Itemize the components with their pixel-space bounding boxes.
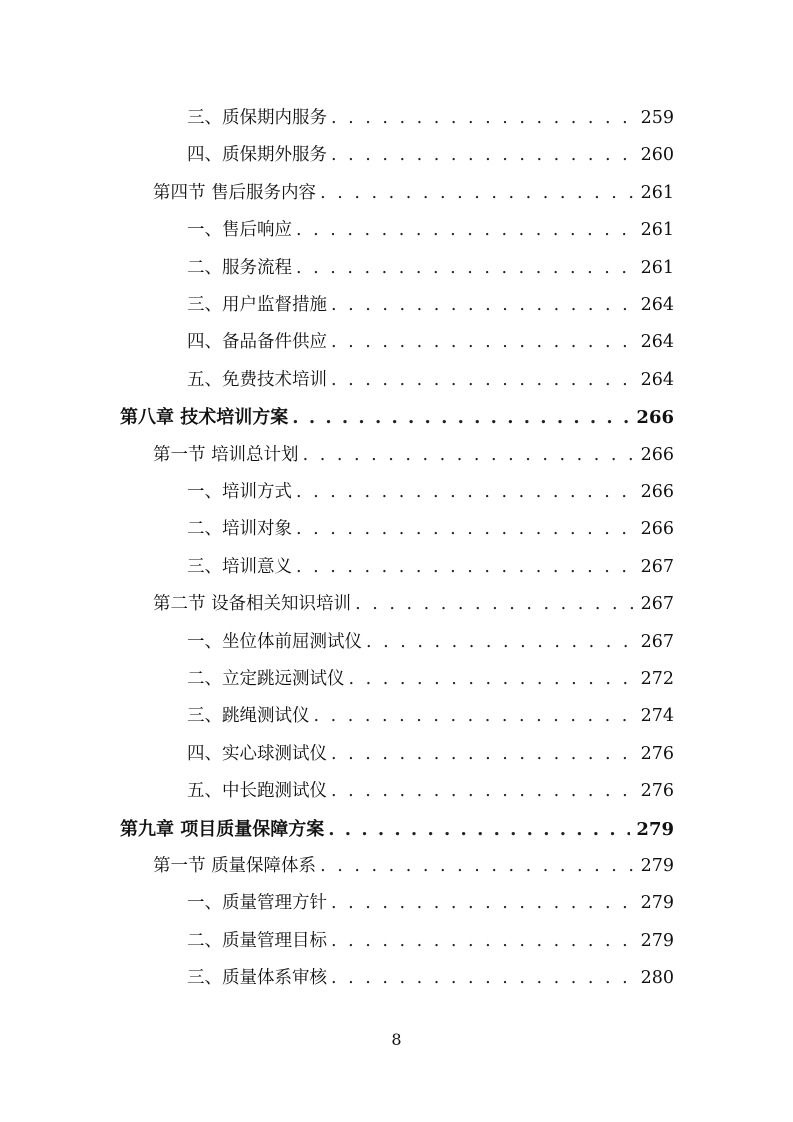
toc-page-number: 279 [640,856,674,876]
toc-entry-label: 三、用户监督措施 [187,295,327,315]
toc-leader-dots [331,773,635,810]
toc-entry-label: 三、质量体系审核 [187,968,327,989]
toc-leader-dots [331,324,635,361]
toc-entry-label: 三、质保期内服务 [187,108,327,128]
toc-entry-label: 三、培训意义 [187,556,292,577]
toc-page-number: 261 [640,220,674,241]
toc-item-row[interactable] [187,511,674,548]
toc-page-number: 267 [640,556,674,577]
toc-item-row[interactable] [187,362,674,399]
toc-entry-label: 一、培训方式 [187,482,292,502]
toc-leader-dots [296,212,635,249]
toc-leader-dots [314,698,635,735]
toc-entry-label: 二、服务流程 [187,257,292,278]
toc-item-row[interactable] [187,212,674,249]
toc-item-row[interactable] [187,250,674,287]
toc-page-number: 276 [640,781,674,802]
toc-leader-dots [331,923,635,960]
toc-entry-label: 第一节 培训总计划 [153,444,299,465]
toc-item-row[interactable] [187,923,674,960]
toc-page-number: 267 [640,594,674,615]
toc-item-row[interactable] [187,698,674,735]
toc-entry-label: 二、质量管理目标 [187,930,327,951]
toc-entry-label: 第二节 设备相关知识培训 [153,594,352,615]
toc-entry-label: 一、质量管理方针 [187,893,327,914]
toc-section-row[interactable] [153,586,674,623]
toc-page-number: 260 [640,145,674,166]
toc-leader-dots [331,960,635,997]
toc-page-number: 276 [640,743,674,764]
toc-item-row[interactable] [187,773,674,810]
toc-leader-dots [292,399,630,436]
toc-chapter-row[interactable] [120,399,674,436]
toc-section-row[interactable] [153,848,674,885]
toc-leader-dots [331,736,635,773]
toc-leader-dots [303,437,635,474]
toc-section-row[interactable] [153,437,674,474]
toc-entry-label: 第九章 项目质量保障方案 [120,818,325,840]
toc-leader-dots [296,511,635,548]
toc-item-row[interactable] [187,137,674,174]
toc-leader-dots [366,624,635,661]
toc-leader-dots [328,811,630,848]
toc-page-number: 264 [640,332,674,353]
toc-leader-dots [331,287,635,324]
toc-page-number: 266 [640,519,674,540]
toc-leader-dots [331,137,635,174]
toc-section-row[interactable] [153,175,674,212]
toc-item-row[interactable] [187,960,674,997]
toc-item-row[interactable] [187,624,674,661]
toc-leader-dots [296,250,635,287]
toc-leader-dots [331,362,635,399]
toc-leader-dots [296,549,635,586]
toc-entry-label: 第四节 售后服务内容 [153,182,317,203]
toc-entry-label: 二、培训对象 [187,519,292,540]
toc-page-number: 279 [640,893,674,914]
toc-chapter-row[interactable] [120,811,674,848]
toc-page-number: 272 [640,669,674,689]
toc-page-number: 279 [640,930,674,951]
toc-page-number: 266 [640,444,674,465]
toc-entry-label: 第八章 技术培训方案 [120,407,289,429]
toc-page-number: 266 [640,482,674,502]
toc-entry-label: 五、免费技术培训 [187,369,327,390]
toc-item-row[interactable] [187,736,674,773]
toc-leader-dots [331,100,635,137]
toc-entry-label: 四、备品备件供应 [187,332,327,353]
toc-item-row[interactable] [187,474,674,511]
toc-leader-dots [296,474,635,511]
toc-entry-label: 第一节 质量保障体系 [153,856,317,876]
toc-page-number: 264 [640,295,674,315]
toc-entry-label: 二、立定跳远测试仪 [187,669,345,689]
toc-leader-dots [355,586,635,623]
toc-entry-label: 四、质保期外服务 [187,145,327,166]
toc-entry-label: 五、中长跑测试仪 [187,781,327,802]
toc-item-row[interactable] [187,549,674,586]
toc-page-number: 280 [640,968,674,989]
toc-item-row[interactable] [187,885,674,922]
toc-entry-label: 三、跳绳测试仪 [187,706,310,727]
toc-leader-dots [349,661,635,698]
toc-item-row[interactable] [187,661,674,698]
toc-leader-dots [320,175,635,212]
toc-entry-label: 四、实心球测试仪 [187,743,327,764]
toc-page-number: 266 [636,407,674,429]
toc-entry-label: 一、售后响应 [187,220,292,241]
toc-entry-label: 一、坐位体前屈测试仪 [187,631,362,652]
toc-leader-dots [331,885,635,922]
toc-page-number: 264 [640,369,674,390]
toc-leader-dots [320,848,635,885]
toc-page-number: 274 [640,706,674,727]
toc-item-row[interactable] [187,287,674,324]
toc-page-number: 267 [640,631,674,652]
toc-item-row[interactable] [187,100,674,137]
page-number: 8 [391,1030,402,1049]
toc-page-number: 259 [640,108,674,128]
toc-item-row[interactable] [187,324,674,361]
toc-page-number: 261 [640,257,674,278]
toc-page-number: 261 [640,182,674,203]
toc-page-number: 279 [636,818,674,840]
